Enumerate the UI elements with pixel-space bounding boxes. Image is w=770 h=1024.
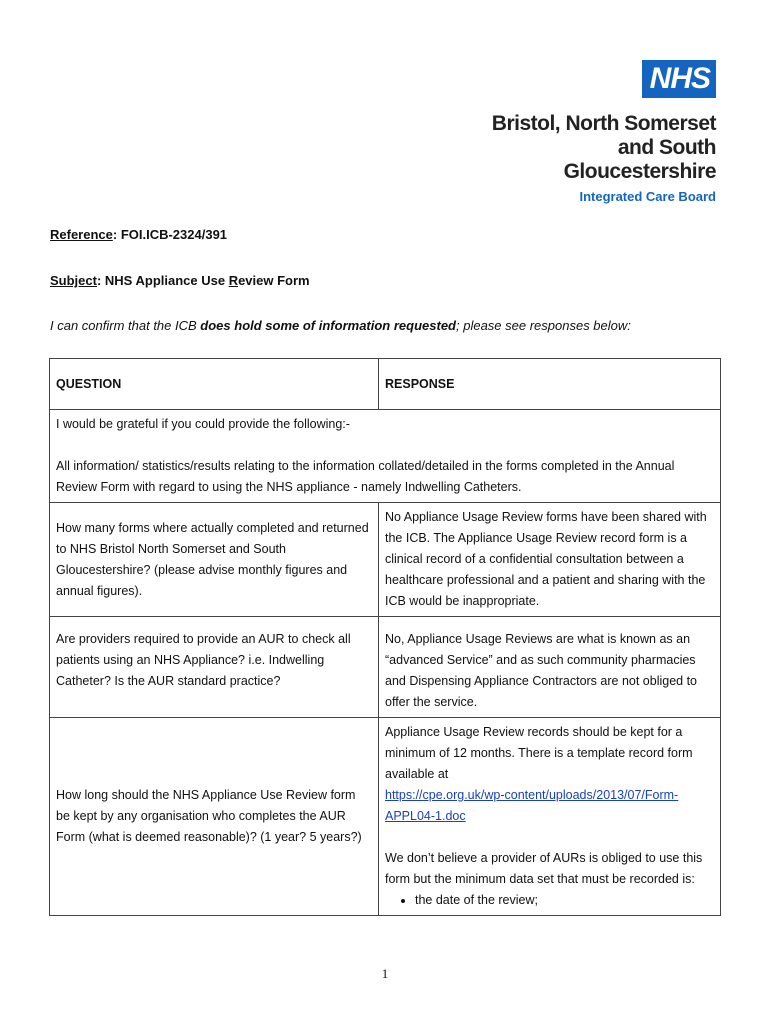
table-row (50, 617, 721, 718)
subject-value-b: R (228, 273, 239, 288)
response-cell: No, Appliance Usage Reviews are what is known as an “advanced Service” and as such community pharmacies and Dispensing Appliance Contractors are not obliged to offer the service. (379, 617, 721, 718)
reference-label: Reference (50, 227, 113, 242)
question-column-header: QUESTION (50, 359, 379, 410)
table-row (50, 503, 721, 617)
list-item: • the date of the review; (415, 890, 714, 911)
template-form-link[interactable]: https://cpe.org.uk/wp-content/uploads/2013/07/Form-APPL04-1.doc (385, 788, 679, 823)
org-name-line2: and South Gloucestershire (563, 136, 716, 183)
nhs-logo: NHS (642, 60, 716, 98)
subject-label: Subject (50, 273, 97, 288)
response-cell (379, 718, 721, 916)
response-text-1: Appliance Usage Review records should be kept for a minimum of 12 months. There is a template record form available at (385, 725, 693, 781)
response-cell: No Appliance Usage Review forms have been shared with the ICB. The Appliance Usage Review record form is a clinical record of a confidential consultation between a healthcare professional and a patient and sharing with the ICB would be inappropriate. (379, 503, 721, 617)
nhs-logo-block (476, 60, 716, 206)
question-cell: How many forms where actually completed and returned to NHS Bristol North Somerset and South Gloucestershire? (please advise monthly figures and annual figures). (50, 503, 379, 617)
intro-cell (50, 410, 721, 503)
subject-value-a: : NHS Appliance Use (96, 273, 229, 288)
table-header-row (50, 359, 721, 410)
confirmation-statement (50, 318, 631, 333)
subject-value-c: eview Form (238, 273, 310, 288)
question-cell: How long should the NHS Appliance Use Review form be kept by any organisation who completes the AUR Form (what is deemed reasonable)? (1 year? 5 years?) (50, 718, 379, 916)
confirmation-text-a: I can confirm that the ICB (50, 318, 201, 333)
page-number: 1 (381, 966, 389, 981)
question-cell: Are providers required to provide an AUR to check all patients using an NHS Appliance? i.e. Indwelling Catheter? Is the AUR standard practice? (50, 617, 379, 718)
intro-text-2: All information/ statistics/results relating to the information collated/detailed in the forms completed in the Annual Review Form with regard to using the NHS appliance - namely Indwelling Catheters. (56, 459, 675, 494)
reference-value: : FOI.ICB-2324/391 (112, 227, 228, 242)
confirmation-text-bold: does hold some of information requested (200, 318, 456, 333)
intro-text-1: I would be grateful if you could provide the following:- (56, 417, 350, 431)
qa-table (49, 358, 721, 916)
reference-line (50, 227, 227, 242)
confirmation-text-c: ; please see responses below: (456, 318, 631, 333)
table-row (50, 718, 721, 916)
response-text-2: We don’t believe a provider of AURs is obliged to use this form but the minimum data set that must be recorded is: (385, 851, 703, 886)
icb-subtitle: Integrated Care Board (579, 189, 716, 204)
data-set-list (385, 890, 714, 911)
org-name-line1: Bristol, North Somerset (491, 112, 716, 135)
subject-line (50, 273, 310, 288)
response-column-header: RESPONSE (379, 359, 721, 410)
intro-row (50, 410, 721, 503)
